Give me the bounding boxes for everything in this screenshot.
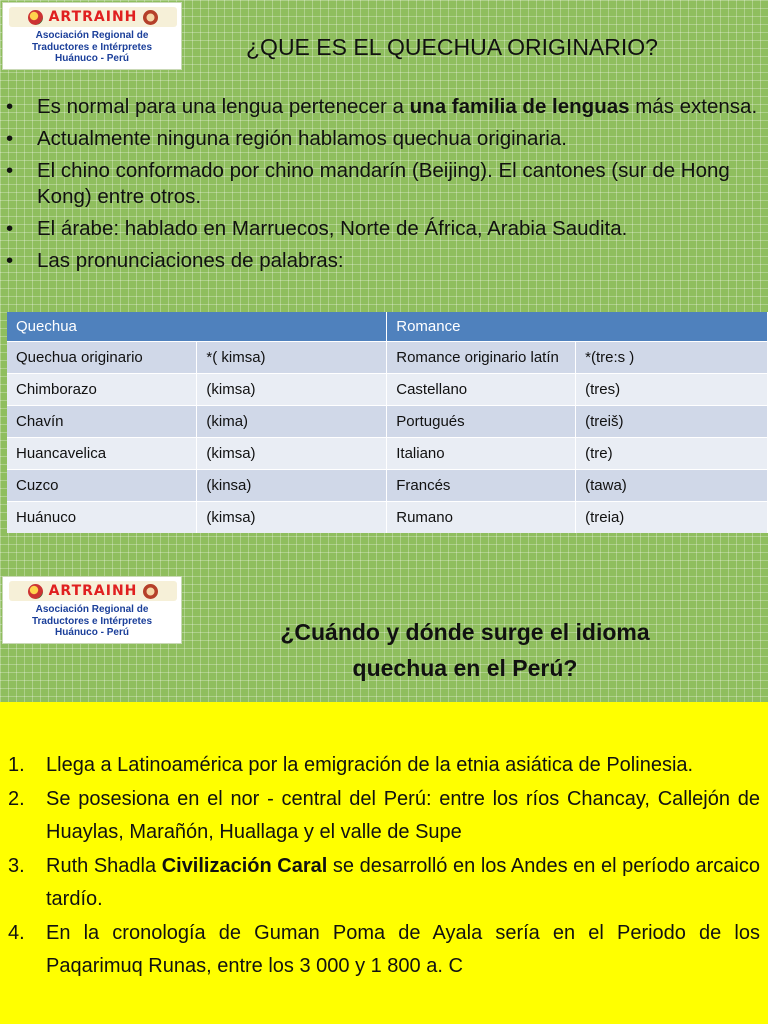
table-cell: (tre)	[576, 437, 768, 469]
table-cell: (treiš)	[576, 405, 768, 437]
header-quechua: Quechua	[7, 312, 387, 341]
slide-2-title: ¿Cuándo y dónde surge el idioma quechua en el Perú?	[280, 619, 650, 681]
logo-line-1: Asociación Regional de	[35, 30, 149, 41]
emblem-left-icon	[28, 584, 43, 599]
artrainh-logo	[2, 576, 182, 644]
numbered-list	[0, 749, 768, 984]
item-number: 2.	[8, 788, 25, 810]
table-row	[7, 469, 768, 501]
bullet-item: • El chino conformado por chino mandarín (Beijing). El cantones (sur de Hong Kong) entre otros.	[6, 158, 762, 210]
table-cell: (kimsa)	[197, 373, 387, 405]
list-item: 3. Ruth Shadla Civilización Caral se desarrolló en los Andes en el período arcaico tardío.	[0, 850, 768, 916]
table-cell: (kimsa)	[197, 437, 387, 469]
list-item: 2. Se posesiona en el nor - central del Perú: entre los ríos Chancay, Callejón de Huaylas, Marañón, Huallaga y el valle de Supe	[0, 783, 768, 849]
slide-2	[0, 564, 768, 1024]
table-row	[7, 341, 768, 373]
table-cell: Quechua originario	[7, 341, 197, 373]
logo-line-3: Huánuco - Perú	[55, 53, 129, 64]
logo-caption	[3, 604, 181, 639]
table-cell: (kinsa)	[197, 469, 387, 501]
item-number: 1.	[8, 754, 25, 776]
emblem-left-icon	[28, 10, 43, 25]
bullet-list	[6, 94, 762, 274]
bullet-item: • Actualmente ninguna región hablamos quechua originaria.	[6, 126, 762, 152]
item-number: 3.	[8, 855, 25, 877]
bold-phrase: Civilización Caral	[161, 855, 328, 877]
table-cell: *( kimsa)	[197, 341, 387, 373]
logo-caption	[3, 30, 181, 65]
table-cell: (treia)	[576, 501, 768, 533]
table-header-row	[7, 312, 768, 341]
slide-1-title: ¿QUE ES EL QUECHUA ORIGINARIO?	[246, 34, 658, 60]
table-cell: Chavín	[7, 405, 197, 437]
logo-brand: ARTRAINH	[48, 9, 138, 25]
logo-line-1: Asociación Regional de	[35, 604, 149, 615]
table-cell: Portugués	[387, 405, 576, 437]
logo-line-3: Huánuco - Perú	[55, 627, 129, 638]
logo-brand: ARTRAINH	[48, 583, 138, 599]
list-item: 4. En la cronología de Guman Poma de Ayala sería en el Periodo de los Paqarimuq Runas, entre los 3 000 y 1 800 a. C	[0, 917, 768, 983]
list-item: 1. Llega a Latinoamérica por la emigración de la etnia asiática de Polinesia.	[0, 749, 768, 782]
table-cell: Chimborazo	[7, 373, 197, 405]
table-cell: (kimsa)	[197, 501, 387, 533]
table-cell: Cuzco	[7, 469, 197, 501]
item-number: 4.	[8, 922, 25, 944]
table-cell: Romance originario latín	[387, 341, 576, 373]
table-row	[7, 405, 768, 437]
table-cell: (tawa)	[576, 469, 768, 501]
table-cell: (kima)	[197, 405, 387, 437]
table-row	[7, 437, 768, 469]
logo-banner	[9, 581, 177, 601]
emblem-right-icon	[143, 10, 158, 25]
logo-line-2: Traductores e Intérpretes	[31, 41, 153, 53]
table-cell: Rumano	[387, 501, 576, 533]
pronunciation-table	[7, 312, 768, 533]
table-cell: Huánuco	[7, 501, 197, 533]
bold-phrase: una familia de lenguas	[409, 95, 630, 118]
emblem-right-icon	[143, 584, 158, 599]
table-cell: Castellano	[387, 373, 576, 405]
table-cell: (tres)	[576, 373, 768, 405]
table-cell: Italiano	[387, 437, 576, 469]
table-cell: *(tre:s )	[576, 341, 768, 373]
bullet-item: • Es normal para una lengua pertenecer a una familia de lenguas más extensa.	[6, 94, 762, 120]
artrainh-logo	[2, 2, 182, 70]
table-row	[7, 373, 768, 405]
table-cell: Huancavelica	[7, 437, 197, 469]
logo-line-2: Traductores e Intérpretes	[31, 615, 153, 627]
content-panel	[0, 702, 768, 1024]
bullet-item: • Las pronunciaciones de palabras:	[6, 248, 762, 274]
table-row	[7, 501, 768, 533]
bullet-item: • El árabe: hablado en Marruecos, Norte de África, Arabia Saudita.	[6, 216, 762, 242]
logo-banner	[9, 7, 177, 27]
header-romance: Romance	[387, 312, 768, 341]
table-cell: Francés	[387, 469, 576, 501]
